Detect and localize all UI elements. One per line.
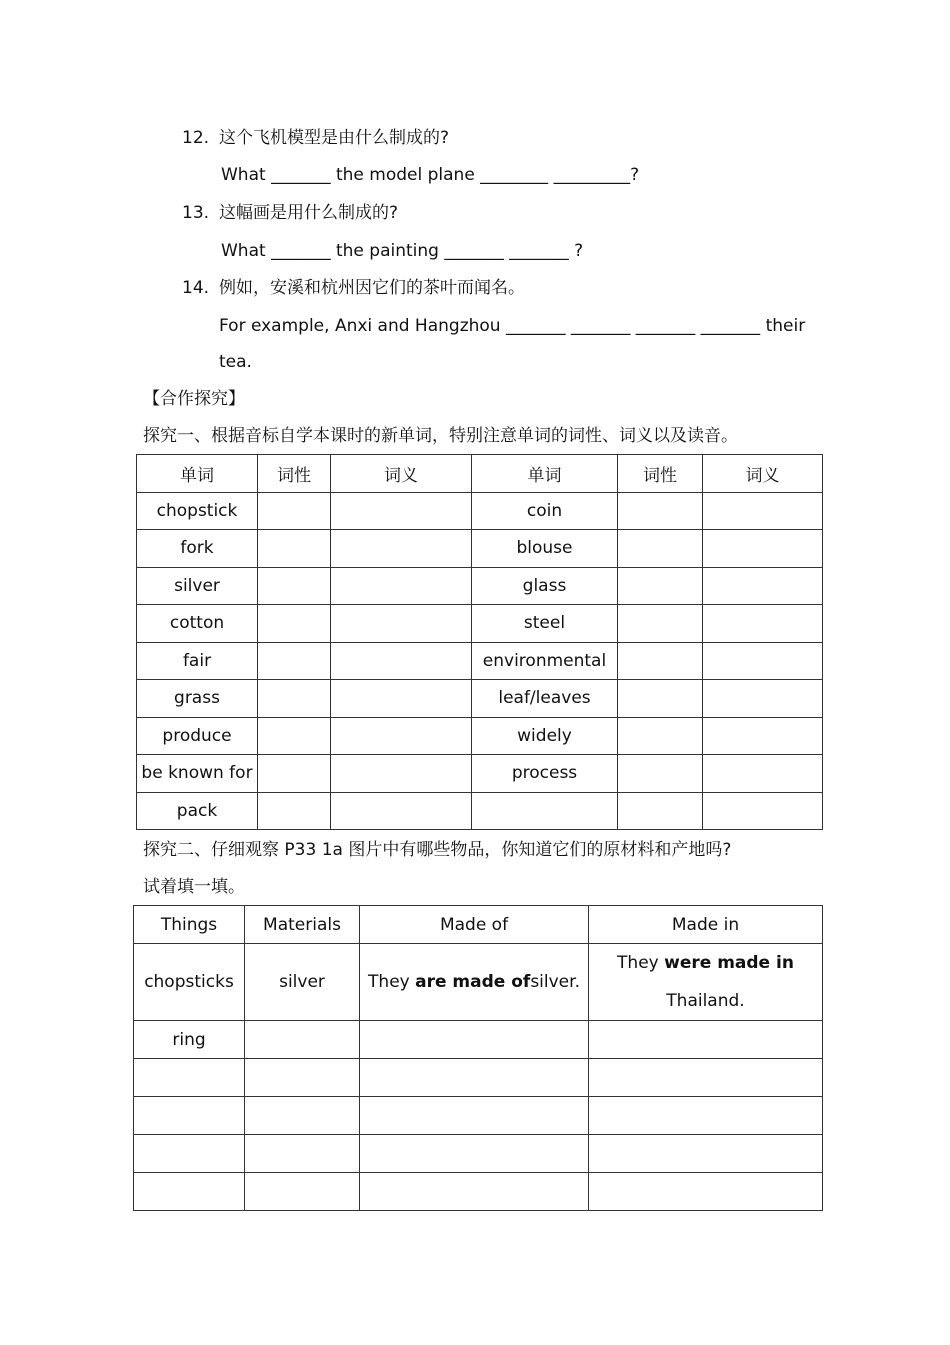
question-13-number: 13. (182, 203, 210, 223)
blank-cell[interactable] (589, 1135, 823, 1173)
right-word: leaf/leaves (472, 680, 618, 718)
right-word (472, 792, 618, 830)
header-word: 单词 (137, 455, 258, 493)
thing-cell: chopsticks (134, 944, 245, 1021)
left-word: fair (137, 642, 258, 680)
right-word: steel (472, 605, 618, 643)
left-word: grass (137, 680, 258, 718)
header-things: Things (134, 906, 245, 944)
blank-cell[interactable] (331, 680, 472, 718)
made-of-bold: are made of (415, 972, 531, 992)
blank-cell[interactable] (258, 755, 331, 793)
blank-cell[interactable] (618, 755, 703, 793)
blank-cell[interactable] (618, 717, 703, 755)
blank-cell[interactable] (331, 755, 472, 793)
question-12-english: What _______ the model plane ________ _________? (221, 165, 640, 185)
things-header-row (134, 906, 823, 944)
blank-cell[interactable] (589, 1021, 823, 1059)
right-word: glass (472, 567, 618, 605)
made-of-pre: They (368, 972, 416, 992)
blank-cell[interactable] (258, 717, 331, 755)
table-row (137, 530, 823, 568)
header-made-in: Made in (589, 906, 823, 944)
blank-cell[interactable] (360, 1021, 589, 1059)
table-row (137, 717, 823, 755)
blank-cell[interactable] (258, 792, 331, 830)
task2-instruction-cont: 试着填一填。 (143, 877, 245, 897)
left-word: chopstick (137, 492, 258, 530)
table-row (134, 944, 823, 1021)
made-of-cell (360, 944, 589, 1021)
header-materials: Materials (245, 906, 360, 944)
table-row (134, 1173, 823, 1211)
question-14-number: 14. (182, 278, 210, 298)
blank-cell[interactable] (258, 567, 331, 605)
made-in-cell (589, 944, 823, 1021)
task1-instruction: 探究一、根据音标自学本课时的新单词，特别注意单词的词性、词义以及读音。 (143, 426, 738, 446)
blank-cell[interactable] (703, 755, 823, 793)
blank-cell[interactable] (245, 1135, 360, 1173)
blank-cell[interactable] (703, 567, 823, 605)
table-row (134, 1059, 823, 1097)
blank-cell[interactable] (703, 792, 823, 830)
question-13-chinese: 这幅画是用什么制成的? (219, 203, 399, 223)
blank-cell[interactable] (134, 1097, 245, 1135)
blank-cell[interactable] (360, 1059, 589, 1097)
right-word: environmental (472, 642, 618, 680)
vocab-table (136, 454, 823, 830)
blank-cell[interactable] (245, 1021, 360, 1059)
blank-cell[interactable] (360, 1135, 589, 1173)
blank-cell[interactable] (331, 717, 472, 755)
header-pos: 词性 (618, 455, 703, 493)
left-word: cotton (137, 605, 258, 643)
blank-cell[interactable] (258, 680, 331, 718)
blank-cell[interactable] (618, 492, 703, 530)
thing-cell: ring (134, 1021, 245, 1059)
blank-cell[interactable] (331, 492, 472, 530)
blank-cell[interactable] (331, 642, 472, 680)
blank-cell[interactable] (589, 1059, 823, 1097)
table-row (134, 1021, 823, 1059)
blank-cell[interactable] (703, 642, 823, 680)
header-word: 单词 (472, 455, 618, 493)
material-cell: silver (245, 944, 360, 1021)
blank-cell[interactable] (360, 1097, 589, 1135)
blank-cell[interactable] (134, 1135, 245, 1173)
table-row (134, 1097, 823, 1135)
blank-cell[interactable] (245, 1059, 360, 1097)
things-table (133, 905, 823, 1211)
blank-cell[interactable] (703, 680, 823, 718)
blank-cell[interactable] (589, 1097, 823, 1135)
blank-cell[interactable] (618, 530, 703, 568)
blank-cell[interactable] (703, 530, 823, 568)
task2-instruction: 探究二、仔细观察 P33 1a 图片中有哪些物品，你知道它们的原材料和产地吗? (143, 840, 732, 860)
blank-cell[interactable] (703, 605, 823, 643)
left-word: fork (137, 530, 258, 568)
header-meaning: 词义 (703, 455, 823, 493)
left-word: produce (137, 717, 258, 755)
question-12-number: 12. (182, 128, 210, 148)
header-meaning: 词义 (331, 455, 472, 493)
question-14-english: For example, Anxi and Hangzhou _______ _______ _______ _______ their (219, 316, 806, 336)
left-word: pack (137, 792, 258, 830)
made-in-pre: They (617, 953, 665, 973)
blank-cell[interactable] (134, 1173, 245, 1211)
right-word: coin (472, 492, 618, 530)
blank-cell[interactable] (331, 530, 472, 568)
right-word: process (472, 755, 618, 793)
blank-cell[interactable] (618, 605, 703, 643)
table-row (137, 755, 823, 793)
blank-cell[interactable] (258, 605, 331, 643)
left-word: be known for (137, 755, 258, 793)
blank-cell[interactable] (331, 605, 472, 643)
table-row (137, 605, 823, 643)
table-row (137, 642, 823, 680)
right-word: widely (472, 717, 618, 755)
left-word: silver (137, 567, 258, 605)
blank-cell[interactable] (331, 567, 472, 605)
blank-cell[interactable] (258, 530, 331, 568)
question-14-english-cont: tea. (219, 352, 252, 372)
table-row (134, 1135, 823, 1173)
table-row (137, 567, 823, 605)
blank-cell[interactable] (703, 717, 823, 755)
blank-cell[interactable] (245, 1097, 360, 1135)
question-13-english: What _______ the painting _______ _______ ? (221, 241, 584, 261)
header-made-of: Made of (360, 906, 589, 944)
table-row (137, 792, 823, 830)
made-in-line2: Thailand. (666, 991, 745, 1011)
header-pos: 词性 (258, 455, 331, 493)
question-14-chinese: 例如，安溪和杭州因它们的茶叶而闻名。 (219, 278, 525, 298)
blank-cell[interactable] (618, 792, 703, 830)
blank-cell[interactable] (703, 492, 823, 530)
blank-cell[interactable] (360, 1173, 589, 1211)
section-title: 【合作探究】 (143, 389, 245, 409)
blank-cell[interactable] (134, 1059, 245, 1097)
blank-cell[interactable] (618, 680, 703, 718)
blank-cell[interactable] (618, 567, 703, 605)
made-of-post: silver. (530, 972, 580, 992)
table-row (137, 492, 823, 530)
blank-cell[interactable] (245, 1173, 360, 1211)
blank-cell[interactable] (331, 792, 472, 830)
question-12-chinese: 这个飞机模型是由什么制成的? (219, 128, 450, 148)
blank-cell[interactable] (258, 642, 331, 680)
table-row (137, 680, 823, 718)
vocab-header-row (137, 455, 823, 493)
blank-cell[interactable] (618, 642, 703, 680)
right-word: blouse (472, 530, 618, 568)
blank-cell[interactable] (258, 492, 331, 530)
made-in-bold: were made in (664, 953, 794, 973)
blank-cell[interactable] (589, 1173, 823, 1211)
